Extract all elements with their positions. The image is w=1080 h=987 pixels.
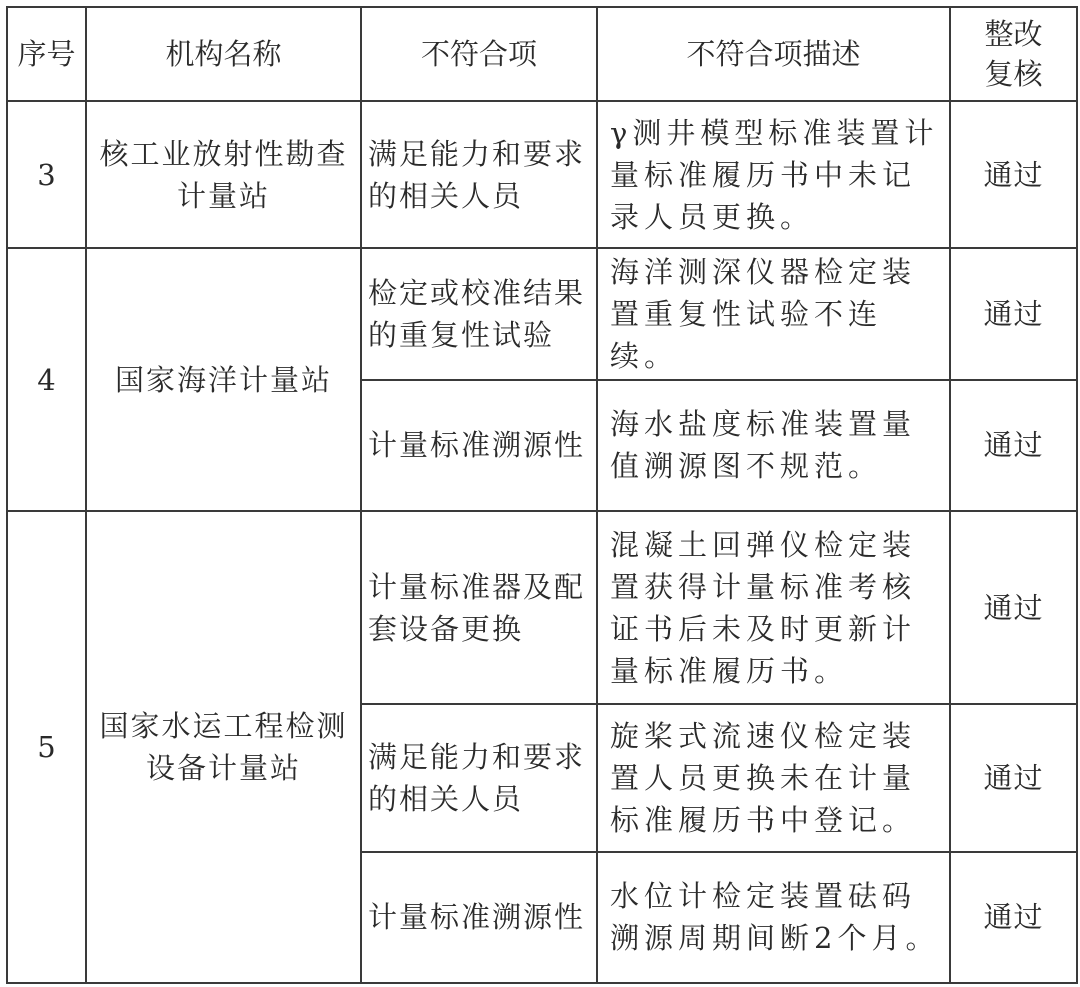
desc-cell <box>597 704 950 851</box>
header-row <box>7 7 1077 101</box>
desc-line: 置获得计量标准考核 <box>610 569 917 604</box>
desc-line: 水位计检定装置砝码 <box>610 879 917 914</box>
table-row <box>7 511 1077 704</box>
nonconformity-table <box>6 6 1078 984</box>
desc-cell <box>597 248 950 379</box>
desc-cell <box>597 511 950 704</box>
desc-line: 证书后未及时更新计 <box>610 611 917 646</box>
desc-line: γ测井模型标准装置计 <box>610 115 939 150</box>
seq-cell: 5 <box>7 511 86 983</box>
desc-line: 混凝土回弹仪检定装 <box>610 527 917 562</box>
item-cell <box>361 511 597 704</box>
desc-line: 溯源周期间断2个月。 <box>610 921 940 956</box>
item-line: 的重复性试验 <box>368 317 555 352</box>
item-line: 满足能力和要求 <box>368 136 586 171</box>
table-row <box>7 248 1077 379</box>
org-cell <box>86 511 361 983</box>
item-cell <box>361 704 597 851</box>
header-review-line1: 整改 <box>984 17 1043 51</box>
header-seq: 序号 <box>7 7 86 101</box>
desc-cell <box>597 101 950 248</box>
review-cell: 通过 <box>950 852 1077 983</box>
review-cell: 通过 <box>950 248 1077 379</box>
item-line: 满足能力和要求 <box>368 740 586 775</box>
item-cell <box>361 248 597 379</box>
seq-cell: 4 <box>7 248 86 511</box>
header-item: 不符合项 <box>361 7 597 101</box>
desc-cell <box>597 380 950 511</box>
desc-line: 海洋测深仪器检定装 <box>610 254 917 289</box>
org-line: 核工业放射性勘查 <box>99 136 348 171</box>
org-line: 国家水运工程检测 <box>99 708 348 743</box>
desc-line: 量标准履历书。 <box>610 653 849 688</box>
desc-line: 值溯源图不规范。 <box>610 449 883 484</box>
desc-line: 旋桨式流速仪检定装 <box>610 719 917 754</box>
org-line: 设备计量站 <box>145 750 301 785</box>
header-review <box>950 7 1077 101</box>
item-cell <box>361 101 597 248</box>
org-line: 计量站 <box>176 178 270 213</box>
seq-cell: 3 <box>7 101 86 248</box>
org-cell: 国家海洋计量站 <box>86 248 361 511</box>
review-cell: 通过 <box>950 380 1077 511</box>
desc-line: 置重复性试验不连续。 <box>610 296 883 373</box>
item-line: 的相关人员 <box>368 178 524 213</box>
org-cell <box>86 101 361 248</box>
item-line: 计量标准器及配 <box>368 569 586 604</box>
item-cell: 计量标准溯源性 <box>361 380 597 511</box>
header-desc: 不符合项描述 <box>597 7 950 101</box>
desc-line: 置人员更换未在计量 <box>610 761 917 796</box>
desc-line: 海水盐度标准装置量 <box>610 407 917 442</box>
item-line: 检定或校准结果 <box>368 275 586 310</box>
item-line: 的相关人员 <box>368 782 524 817</box>
header-review-line2: 复核 <box>984 57 1043 91</box>
header-org: 机构名称 <box>86 7 361 101</box>
review-cell: 通过 <box>950 101 1077 248</box>
desc-line: 录人员更换。 <box>610 199 815 234</box>
review-cell: 通过 <box>950 704 1077 851</box>
review-cell: 通过 <box>950 511 1077 704</box>
desc-cell <box>597 852 950 983</box>
desc-line: 量标准履历书中未记 <box>610 157 917 192</box>
table-row <box>7 101 1077 248</box>
item-line: 套设备更换 <box>368 611 524 646</box>
desc-line: 标准履历书中登记。 <box>610 803 917 838</box>
item-cell: 计量标准溯源性 <box>361 852 597 983</box>
